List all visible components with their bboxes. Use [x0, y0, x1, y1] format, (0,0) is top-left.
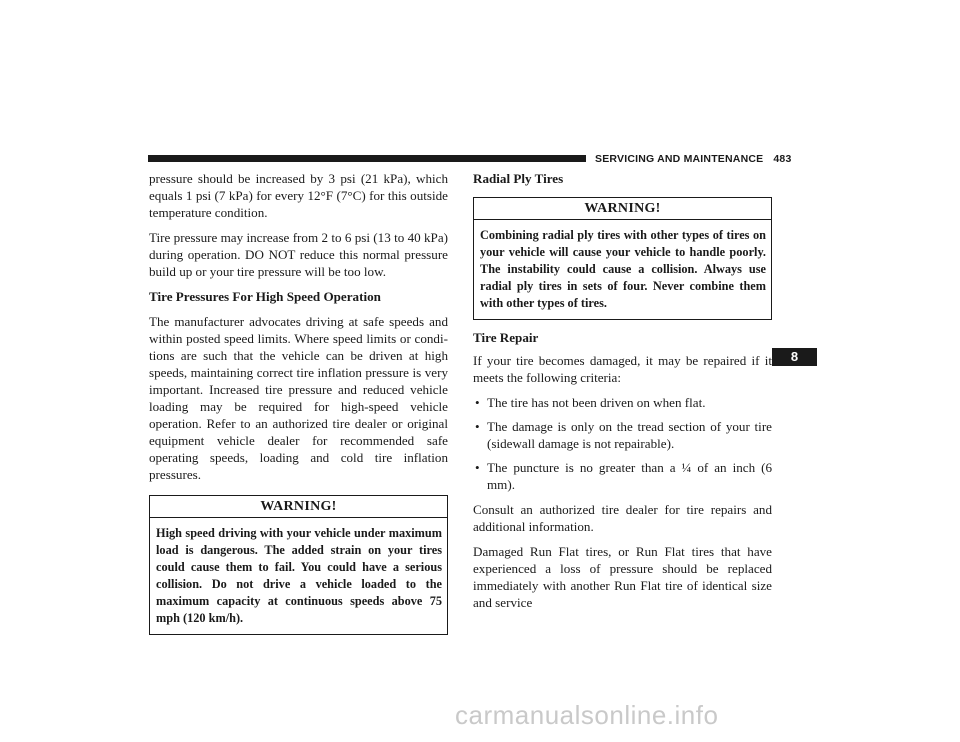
warning-title: WARNING!	[474, 198, 771, 220]
list-item	[473, 418, 772, 452]
header-rule	[148, 155, 586, 162]
list-item	[473, 459, 772, 493]
paragraph: Damaged Run Flat tires, or Run Flat tires that have experienced a loss of pressure should be replaced immediately with another Run Flat tire of identical size and service	[473, 544, 772, 610]
bullet-icon: •	[475, 460, 480, 475]
list-item	[473, 394, 772, 411]
paragraph: pressure should be increased by 3 psi (21 kPa), which equals 1 psi (7 kPa) for every 12°F (7°C) for this outside temperature condition.	[149, 171, 448, 220]
warning-text: Combining radial ply tires with other types of tires on your vehicle will cause your vehicle to handle poorly. The instability could cause a collision. Always use radial ply tires in sets of four. Never combine them with other types of tires.	[480, 228, 766, 310]
list-item-text: The puncture is no greater than a ¼ of an inch (6 mm).	[487, 460, 772, 492]
paragraph: If your tire becomes damaged, it may be repaired if it meets the following criteria:	[473, 353, 772, 385]
warning-title: WARNING!	[150, 496, 447, 518]
section-heading: Radial Ply Tires	[473, 171, 564, 186]
left-column	[149, 170, 448, 644]
section-heading: Tire Pressures For High Speed Operation	[149, 289, 381, 304]
warning-box	[473, 197, 772, 320]
right-column	[473, 170, 772, 619]
paragraph: Tire pressure may increase from 2 to 6 psi (13 to 40 kPa) during operation. DO NOT reduce this normal pressure build up or your tire pressure will be too low.	[149, 230, 448, 279]
page-number: 483	[773, 153, 792, 165]
list-item-text: The damage is only on the tread section of your tire (sidewall damage is not repairable).	[487, 419, 772, 451]
running-header	[595, 153, 791, 165]
warning-box	[149, 495, 448, 635]
chapter-tab: 8	[772, 348, 817, 366]
section-title: SERVICING AND MAINTENANCE	[595, 153, 764, 165]
section-heading: Tire Repair	[473, 330, 539, 345]
paragraph: Consult an authorized tire dealer for tire repairs and additional information.	[473, 502, 772, 534]
watermark: carmanualsonline.info	[455, 700, 719, 730]
bullet-icon: •	[475, 419, 480, 434]
warning-text: High speed driving with your vehicle under maximum load is dangerous. The added strain on your tires could cause them to fail. You could have a serious collision. Do not drive a vehicle loaded to the maximum capacity at continuous speeds above 75 mph (120 km/h).	[156, 526, 442, 625]
bullet-icon: •	[475, 395, 480, 410]
paragraph: The manufacturer advocates driving at safe speeds and within posted speed limits. Where speed limits or conditions are such that the vehicle can be driven at high speeds, maintaining correct tire inflation pressure is very important. Increased tire pressure and reduced vehicle loading may be required for high-speed vehicle operation. Refer to an authorized tire dealer or original equipment vehicle dealer for recommended safe operating speeds, loading and cold tire inflation pressures.	[149, 314, 448, 482]
list-item-text: The tire has not been driven on when flat.	[487, 395, 706, 410]
criteria-list	[473, 394, 772, 493]
